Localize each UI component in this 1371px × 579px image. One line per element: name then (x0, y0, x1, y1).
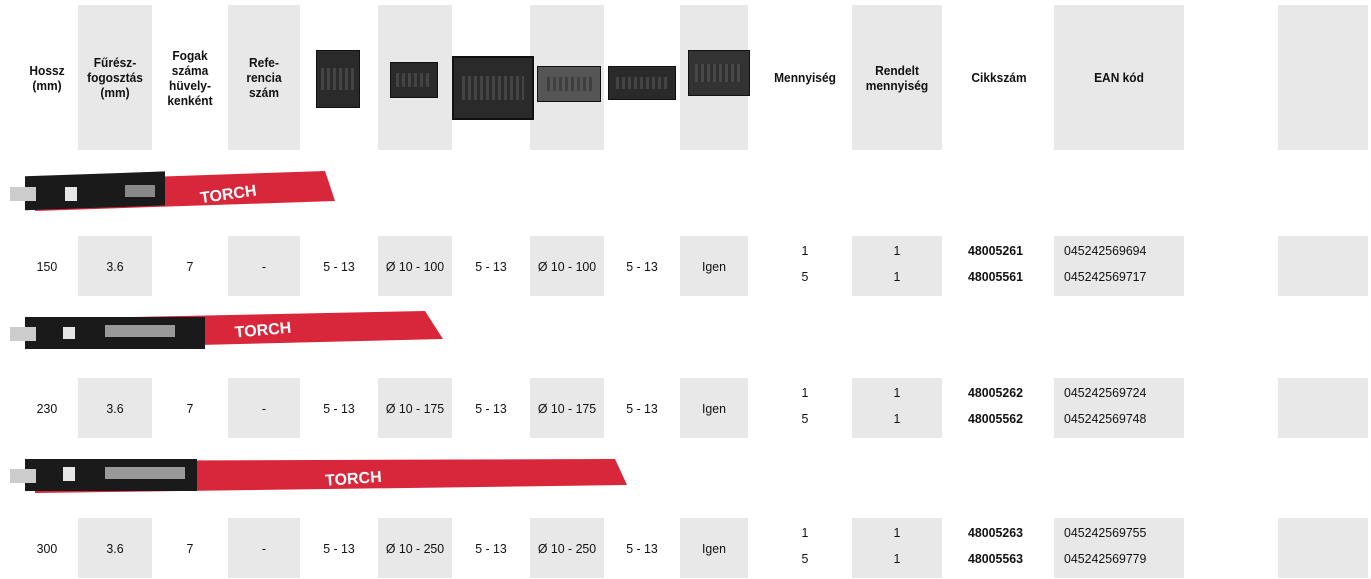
cell-pitch: 3.6 (106, 258, 124, 274)
cell-art: 48005262 (968, 384, 1023, 400)
blade-brand-text: TORCH (234, 319, 293, 342)
blade-brand-text: TORCH (199, 182, 258, 208)
cell-m5: 5 - 13 (626, 540, 658, 556)
cell-m4: Ø 10 - 100 (537, 258, 597, 274)
header-text: (mm) (100, 85, 130, 100)
header-ordered (856, 5, 939, 150)
cell-ord: 1 (893, 268, 901, 284)
cell-ord: 1 (893, 550, 901, 566)
cell-ean: 045242569717 (1064, 268, 1147, 284)
cell-m2: Ø 10 - 175 (385, 400, 445, 416)
header-quantity (764, 5, 847, 150)
header-text: (mm) (32, 77, 62, 93)
cell-shade (1278, 378, 1368, 438)
header-text: Refe- (249, 55, 279, 70)
header-text: szám (249, 85, 279, 100)
cell-shade (1278, 518, 1368, 578)
cell-art: 48005562 (968, 410, 1023, 426)
cell-m1: 5 - 13 (323, 258, 355, 274)
cell-q: 1 (801, 242, 809, 258)
cell-ean: 045242569755 (1064, 524, 1147, 540)
cell-ean: 045242569724 (1064, 384, 1147, 400)
cell-q: 5 (801, 550, 809, 566)
cell-m3: 5 - 13 (475, 400, 507, 416)
cell-q: 5 (801, 268, 809, 284)
cell-pitch: 3.6 (106, 400, 124, 416)
cell-ref: - (261, 540, 267, 556)
header-text: fogosztás (87, 70, 143, 85)
cell-q: 5 (801, 410, 809, 426)
cell-m5: 5 - 13 (626, 400, 658, 416)
blade-image-300 (5, 445, 630, 500)
cell-m3: 5 - 13 (475, 540, 507, 556)
cell-pitch: 3.6 (106, 540, 124, 556)
header-text: EAN kód (1094, 70, 1144, 85)
cell-length: 230 (36, 400, 58, 416)
header-ref (231, 5, 297, 150)
cell-tpi: 7 (186, 258, 194, 274)
blade-image-150 (5, 163, 335, 223)
cell-art: 48005263 (968, 524, 1023, 540)
cell-tpi: 7 (186, 540, 194, 556)
header-text: hüvely- (169, 77, 211, 93)
header-pitch (81, 5, 149, 150)
header-article (950, 5, 1048, 150)
cell-length: 300 (36, 540, 58, 556)
cell-length: 150 (36, 258, 58, 274)
header-text: rencia (246, 70, 282, 85)
material-metal-icon (390, 62, 438, 98)
cell-art: 48005561 (968, 268, 1023, 284)
material-wood-icon (316, 50, 360, 108)
blade-brand-text: TORCH (324, 468, 383, 490)
blade-image-230 (5, 305, 445, 360)
material-tube-icon (608, 66, 676, 100)
cell-ord: 1 (893, 524, 901, 540)
cell-ean: 045242569694 (1064, 242, 1147, 258)
material-other-icon (688, 50, 750, 96)
cell-m1: 5 - 13 (323, 400, 355, 416)
cell-ord: 1 (893, 242, 901, 258)
header-text: Hossz (29, 62, 65, 78)
cell-shade (1278, 236, 1368, 296)
cell-m5: 5 - 13 (626, 258, 658, 274)
cell-m2: Ø 10 - 250 (385, 540, 445, 556)
cell-m6: Igen (701, 400, 727, 416)
cell-ref: - (261, 258, 267, 274)
header-text: Fogak (172, 47, 208, 63)
cell-m6: Igen (701, 540, 727, 556)
header-length (20, 5, 73, 150)
cell-q: 1 (801, 384, 809, 400)
header-tpi (157, 5, 223, 150)
header-text: Fűrész- (93, 55, 137, 70)
cell-m4: Ø 10 - 175 (537, 400, 597, 416)
cell-m4: Ø 10 - 250 (537, 540, 597, 556)
cell-ord: 1 (893, 384, 901, 400)
header-text: Rendelt (875, 62, 919, 78)
cell-m2: Ø 10 - 100 (385, 258, 445, 274)
header-text: Cikkszám (971, 70, 1027, 85)
cell-ean: 045242569748 (1064, 410, 1147, 426)
material-pipe-icon (452, 56, 534, 120)
cell-m6: Igen (701, 258, 727, 274)
cell-ref: - (261, 400, 267, 416)
material-profile-icon (537, 66, 601, 102)
cell-q: 1 (801, 524, 809, 540)
header-text: száma (171, 62, 209, 78)
header-text: kenként (167, 92, 213, 108)
cell-ord: 1 (893, 410, 901, 426)
cell-m1: 5 - 13 (323, 540, 355, 556)
header-text: mennyiség (865, 77, 929, 93)
cell-tpi: 7 (186, 400, 194, 416)
header-shade (1278, 5, 1368, 150)
cell-ean: 045242569779 (1064, 550, 1147, 566)
cell-art: 48005261 (968, 242, 1023, 258)
cell-art: 48005563 (968, 550, 1023, 566)
header-text: Mennyiség (774, 70, 836, 85)
cell-m3: 5 - 13 (475, 258, 507, 274)
header-ean (1059, 5, 1179, 150)
